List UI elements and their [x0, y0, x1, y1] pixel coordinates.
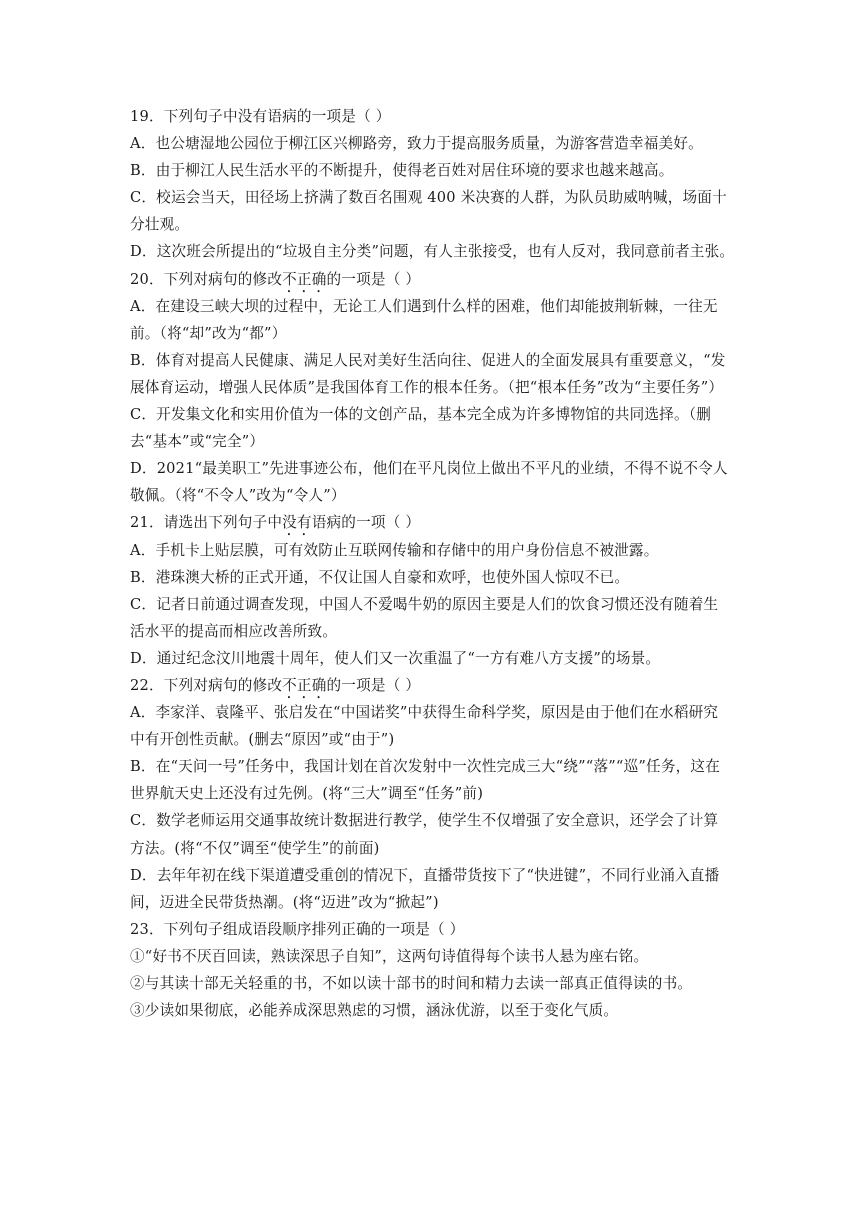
- text-line: ②与其读十部无关轻重的书，不如以读十部书的时间和精力去读一部真正值得读的书。: [130, 975, 693, 992]
- text-line: 分壮观。: [130, 216, 190, 234]
- text-line: 去“基本”或“完全”）: [130, 433, 265, 451]
- text-line: 世界航天史上还没有过先例。(将“三大”调至“任务”前): [130, 785, 484, 803]
- question-heading: [130, 266, 730, 293]
- text-line: 方法。(将“不仅”调至“使学生”的前面): [130, 839, 380, 857]
- emphasized-text: 不正确: [282, 270, 327, 288]
- question-heading: [130, 509, 730, 536]
- text-line: D．2021“最美职工”先进事迹公布，他们在平凡岗位上做出不平凡的业绩，不得不说不令人: [130, 460, 728, 478]
- text-line: C．开发集文化和实用价值为一体的文创产品，基本完全成为许多博物馆的共同选择。（删: [130, 406, 712, 424]
- question-text: [130, 103, 735, 1024]
- text-line: B．港珠澳大桥的正式开通，不仅让国人自豪和欢呼，也使外国人惊叹不已。: [130, 568, 630, 586]
- text-line: D．去年年初在线下渠道遭受重创的情况下，直播带货按下了“快进键”，不同行业涌入直播: [130, 866, 720, 884]
- heading-text: 的一项是（ ）: [326, 270, 421, 288]
- text-line: 前。（将“却”改为“都”）: [130, 324, 287, 342]
- text-line: A．也公塘湿地公园位于柳江区兴柳路旁，致力于提高服务质量，为游客营造幸福美好。: [130, 135, 703, 153]
- heading-text: 的一项是（ ）: [326, 676, 421, 694]
- text-line: C．记者日前通过调查发现，中国人不爱喝牛奶的原因主要是人们的饮食习惯还没有随着生: [130, 595, 719, 613]
- heading-text: 21．请选出下列句子中: [130, 514, 283, 532]
- heading-text: 语病的一项（ ）: [311, 514, 421, 532]
- text-line: D．通过纪念汶川地震十周年，使人们又一次重温了“一方有难八方支援”的场景。: [130, 649, 661, 667]
- text-line: 敬佩。（将“不令人”改为“令人”）: [130, 487, 346, 505]
- text-line: 活水平的提高而相应改善所致。: [130, 622, 338, 640]
- text-line: C．校运会当天，田径场上挤满了数百名围观 400 米决赛的人群，为队员助威呐喊，场面十: [130, 189, 727, 207]
- text-line: D．这次班会所提出的“垃圾自主分类”问题，有人主张接受，也有人反对，我同意前者主张。: [130, 243, 735, 261]
- question-heading: [130, 672, 730, 699]
- text-line: ①“好书不厌百回读，熟读深思子自知”，这两句诗值得每个读书人悬为座右铭。: [130, 947, 649, 965]
- text-line: B．在“天问一号”任务中，我国计划在首次发射中一次性完成三大“绕”“落”“巡”任务，这在: [130, 758, 720, 776]
- text-line: 23．下列句子组成语段顺序排列正确的一项是（ ）: [130, 920, 465, 938]
- text-line: A．李家洋、袁隆平、张启发在“中国诺奖”中获得生命科学奖，原因是由于他们在水稻研究: [130, 704, 719, 722]
- text-line: 展体育运动，增强人民体质”是我国体育工作的根本任务。（把“根本任务”改为“主要任务”）: [130, 378, 724, 396]
- text-line: 19．下列句子中没有语病的一项是（ ）: [130, 108, 391, 125]
- text-line: A．在建设三峡大坝的过程中，无论工人们遇到什么样的困难，他们却能披荆斩棘，一往无: [130, 297, 718, 315]
- text-line: B．由于柳江人民生活水平的不断提升，使得老百姓对居住环境的要求也越来越高。: [130, 162, 674, 180]
- heading-text: 22．下列对病句的修改: [130, 676, 283, 694]
- heading-text: 20．下列对病句的修改: [130, 270, 283, 288]
- emphasized-text: 没有: [282, 514, 312, 532]
- text-line: 中有开创性贡献。(删去“原因”或“由于”): [130, 731, 395, 749]
- text-line: 间，迈进全民带货热潮。(将“迈进”改为“掀起”): [130, 893, 439, 911]
- text-line: C．数学老师运用交通事故统计数据进行教学，使学生不仅增强了安全意识，还学会了计算: [130, 812, 719, 830]
- text-line: A．手机卡上贴层膜，可有效防止互联网传输和存储中的用户身份信息不被泄露。: [130, 541, 659, 559]
- text-line: B．体育对提高人民健康、满足人民对美好生活向往、促进人的全面发展具有重要意义，“发: [130, 351, 726, 369]
- emphasized-text: 不正确: [282, 676, 327, 694]
- text-line: ③少读如果彻底，必能养成深思熟虑的习惯，涵泳优游，以至于变化气质。: [130, 1002, 619, 1020]
